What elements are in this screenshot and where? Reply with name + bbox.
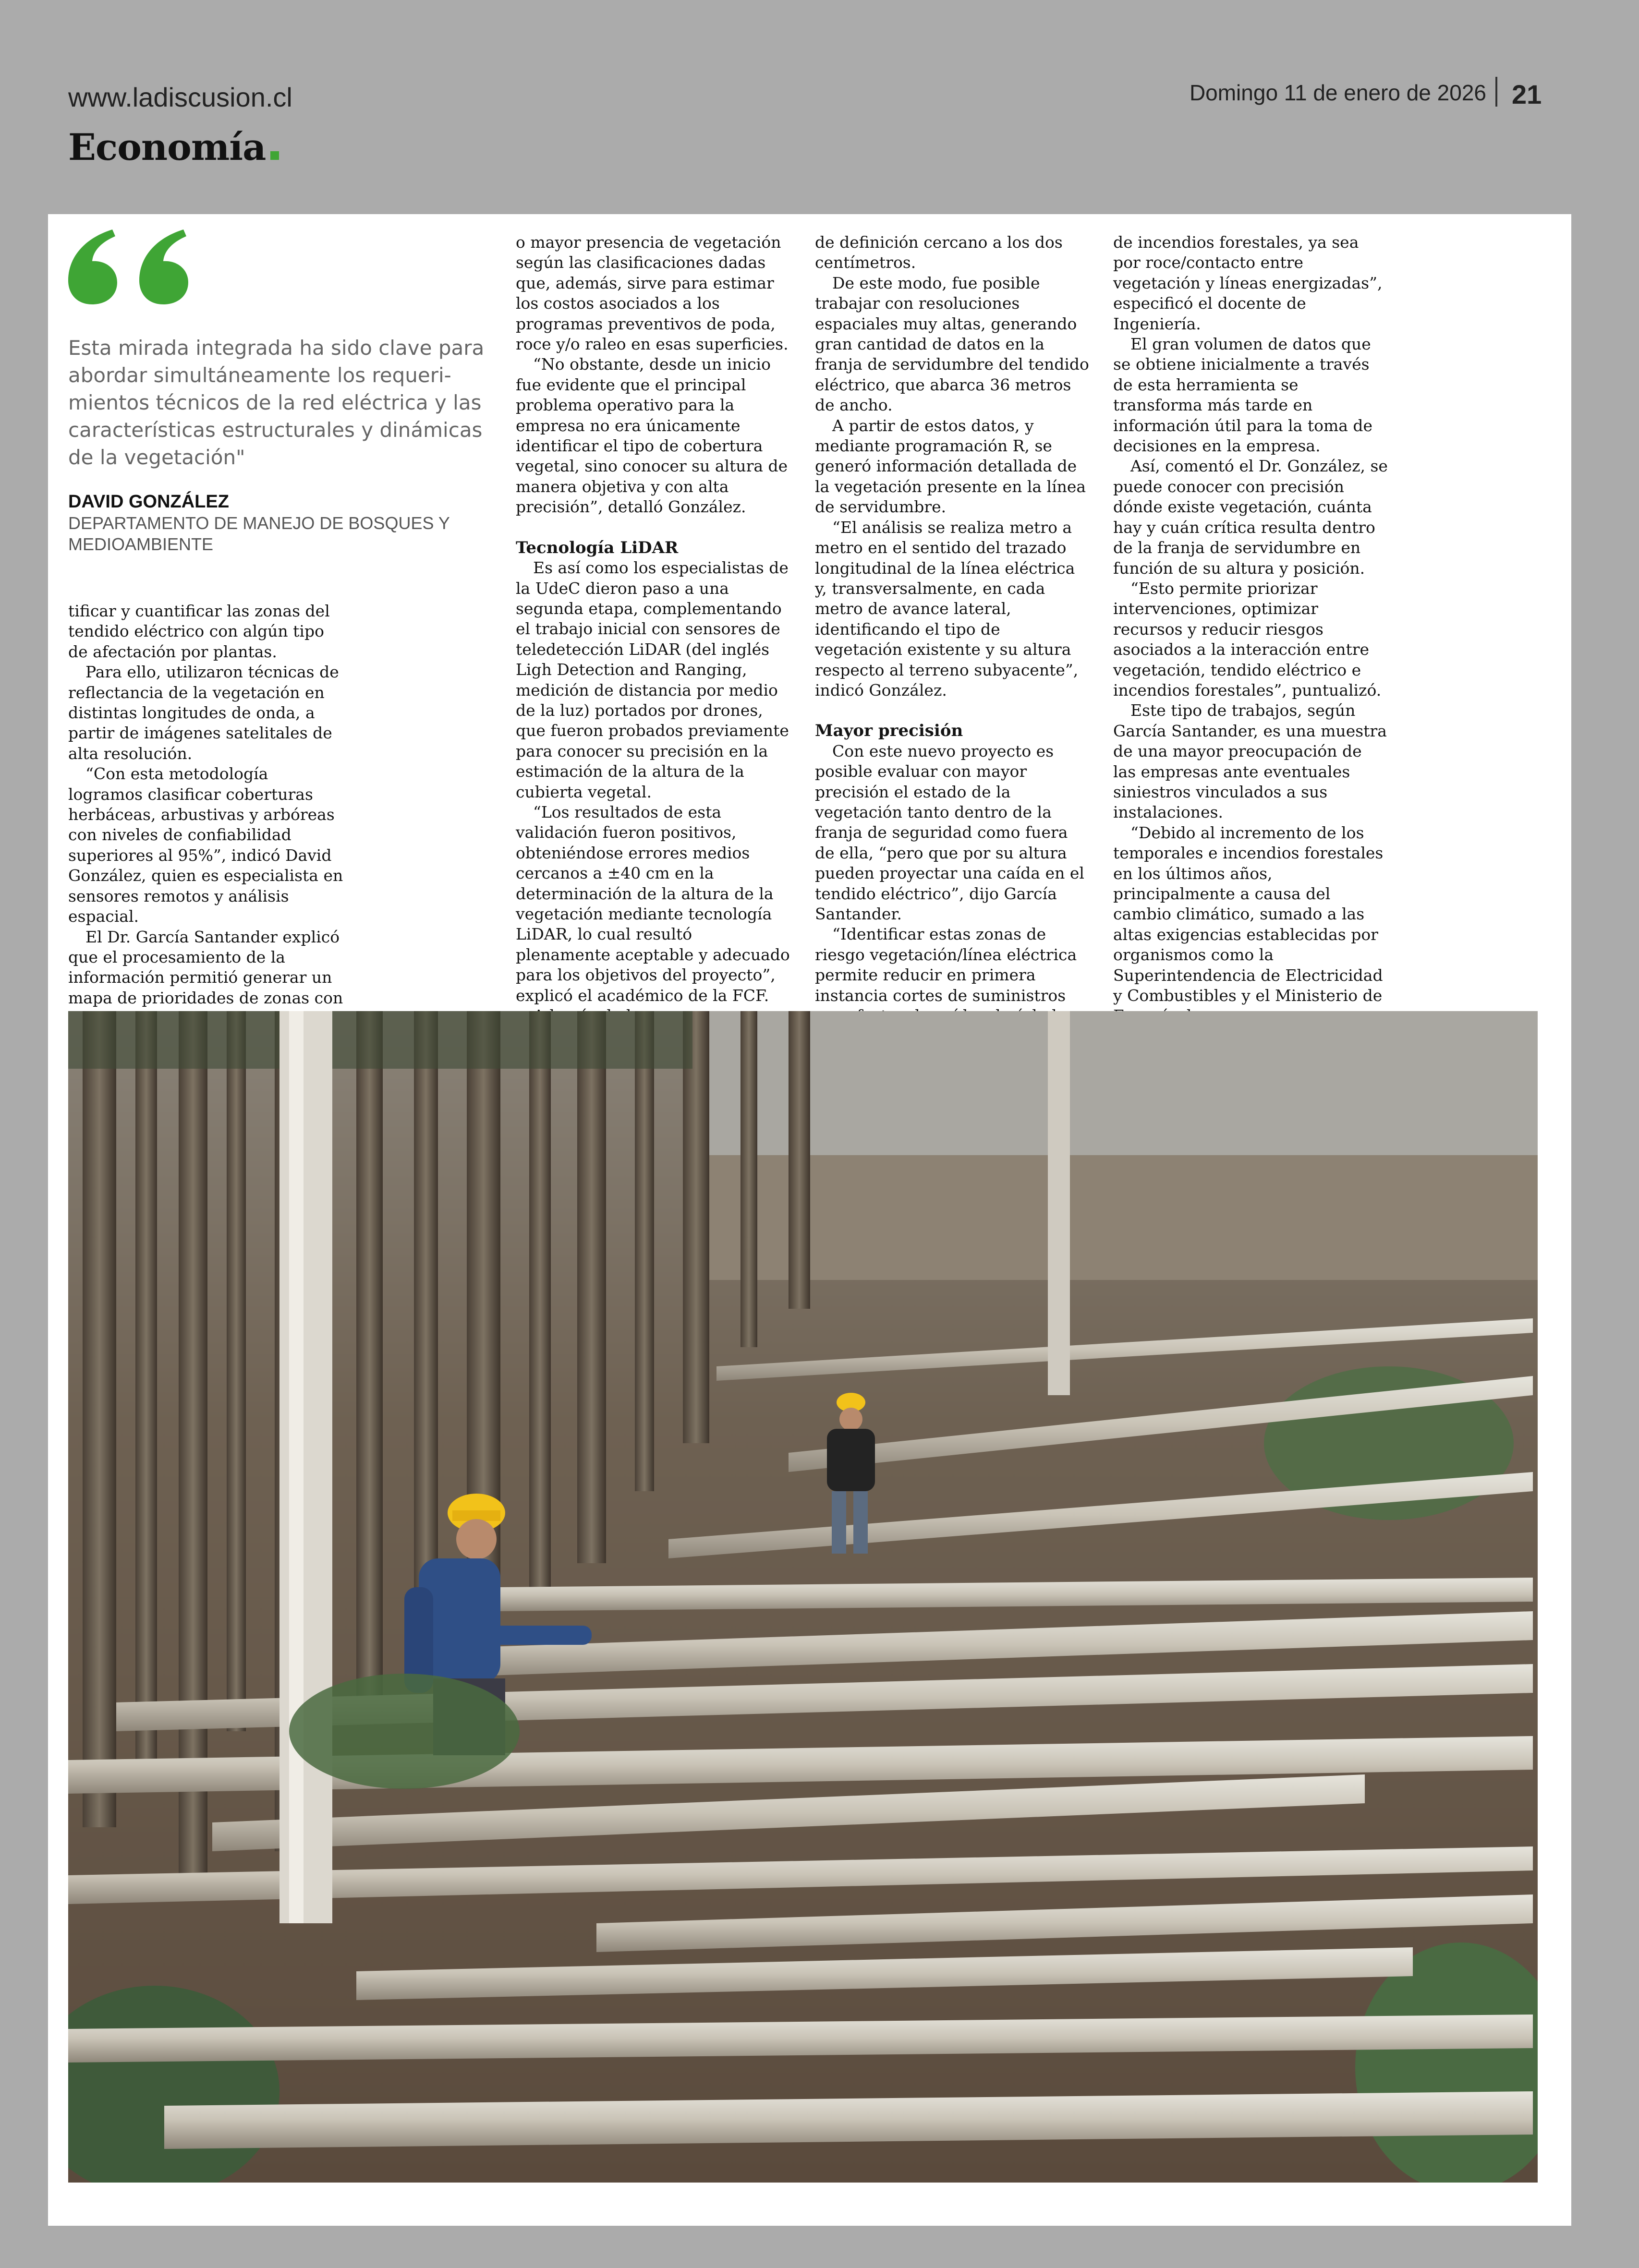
issue-date: Domingo 11 de enero de 2026 bbox=[1189, 80, 1486, 105]
quote-mark-icon bbox=[68, 228, 199, 304]
paragraph: El Dr. García Santander explicó que el procesamiento de la información permitió generar un mapa de prioridades de zonas con bbox=[68, 927, 343, 1007]
paragraph: “No obstante, desde un inicio fue evidente que el principal problema operativo para la empresa no era únicamente identificar el tipo de cobertura vegetal, sino conocer su altura de manera objetiva y con alta precisión”, detalló González. bbox=[516, 355, 788, 517]
pullquote-affiliation: DEPARTAMENTO DE MANEJO DE BOSQUES Y MEDIOAMBIENTE bbox=[68, 513, 450, 554]
paragraph: “Los resultados de esta validación fueron positivos, obteniéndose errores medios cercanos a ±40 cm en la determinación de la altura de la vegetación mediante tecnología LiDAR, lo cual resultó plenamente aceptable y adecuado para los objetivos del proyecto”, explicó el académico de la FCF. bbox=[516, 802, 790, 1005]
paragraph: Este tipo de trabajos, según García Santander, es una muestra de una mayor preocupación de las empresas ante eventuales siniestros vinculados a sus instalaciones. bbox=[1113, 701, 1387, 822]
paragraph: de definición cercano a los dos centímetros. bbox=[815, 233, 1063, 272]
paragraph: “El análisis se realiza metro a metro en el sentido del trazado longitudinal de la línea eléctrica y, transversalmente, en cada metro de avance lateral, identificando el tipo de vegetación existente y su altura respecto al terreno subyacente”, indicó González. bbox=[815, 518, 1079, 700]
article-column-2 bbox=[516, 232, 791, 1067]
paragraph: o mayor presencia de vegetación según las clasificaciones dadas que, además, sirve para estimar los costos asociados a los programas preventivos de poda, roce y/o raleo en esas superficies. bbox=[516, 233, 789, 354]
subheading-lidar: Tecnología LiDAR bbox=[516, 538, 679, 557]
page-number: 21 bbox=[1512, 79, 1542, 109]
paragraph: “Debido al incremento de los temporales e incendios forestales en los últimos años, principalmente a causa del cambio climático, sumado a las altas exigencias establecidas por organismos como la Superintendencia de Electricidad y Combustibles y el Ministerio de bbox=[1113, 823, 1384, 1005]
paragraph: A partir de estos datos, y mediante programación R, se generó información detallada de la vegetación presente en la línea de servidumbre. bbox=[815, 416, 1086, 517]
pullquote-author: DAVID GONZÁLEZ bbox=[68, 492, 229, 512]
section-title bbox=[68, 126, 279, 169]
paragraph: “Esto permite priorizar intervenciones, optimizar recursos y reducir riesgos asociados a la interacción entre vegetación, tendido eléctrico e incendios forestales”, puntualizó. bbox=[1113, 579, 1382, 700]
paragraph: Así, comentó el Dr. González, se puede conocer con precisión dónde existe vegetación, cuánta hay y cuán crítica resulta dentro de la franja de servidumbre en función de su altura y posición. bbox=[1113, 457, 1388, 578]
header-divider bbox=[1495, 77, 1497, 107]
paragraph: Es así como los especialistas de la UdeC dieron paso a una segunda etapa, complementando el trabajo inicial con sensores de teledetección LiDAR (del inglés Ligh Detection and Ranging, medición de distancia por medio de la luz) portados por drones, que fueron probados previamente para conocer su precisión en la estimación de la altura de la cubierta vegetal. bbox=[516, 558, 789, 801]
paragraph: tificar y cuantificar las zonas del tendido eléctrico con algún tipo de afectación por plantas. bbox=[68, 602, 330, 661]
paragraph: Para ello, utilizaron técnicas de reflectancia de la vegetación en distintas longitudes de onda, a partir de imágenes satelitales de alta resolución. bbox=[68, 663, 339, 763]
article-column-1 bbox=[68, 601, 346, 1029]
article-column-4 bbox=[1113, 232, 1389, 1108]
paragraph: El gran volumen de datos que se obtiene inicialmente a través de esta herramienta se transforma más tarde en información útil para la toma de decisiones en la empresa. bbox=[1113, 335, 1373, 456]
article-column-3 bbox=[815, 232, 1091, 1067]
paragraph: Con este nuevo proyecto es posible evaluar con mayor precisión el estado de la vegetación tanto dentro de la franja de seguridad como fuera de ella, “pero que por su altura pueden proyectar una caída en el tendido eléctrico”, dijo García Santander. bbox=[815, 741, 1084, 923]
forest-workers-photo bbox=[68, 1011, 1538, 2183]
section-dot-icon bbox=[270, 151, 279, 160]
site-url[interactable]: www.ladiscusion.cl bbox=[68, 82, 292, 112]
paragraph: De este modo, fue posible trabajar con resoluciones espaciales muy altas, generando gran cantidad de datos en la franja de servidumbre del tendido eléctrico, que abarca 36 metros de ancho. bbox=[815, 273, 1089, 415]
pullquote-text: Esta mirada integrada ha sido clave para abordar simultáneamente los requeri-mientos técnicos de la red eléctrica y las características estructurales y dinámicas de la vegetación" bbox=[68, 336, 485, 469]
paragraph: de incendios forestales, ya sea por roce/contacto entre vegetación y líneas energizadas”, especificó el docente de Ingeniería. bbox=[1113, 233, 1383, 333]
section-label: Economía bbox=[68, 126, 266, 169]
paragraph: “Con esta metodología logramos clasificar coberturas herbáceas, arbustivas y arbóreas con niveles de confiabilidad superiores al 95%”, indicó David González, quien es especialista en sensores remotos y análisis espacial. bbox=[68, 764, 343, 926]
paragraph: “Identificar estas zonas de riesgo vegetación/línea eléctrica permite reducir en primera instancia cortes de suministros bbox=[815, 925, 1077, 1005]
subheading-precision: Mayor precisión bbox=[815, 721, 963, 741]
